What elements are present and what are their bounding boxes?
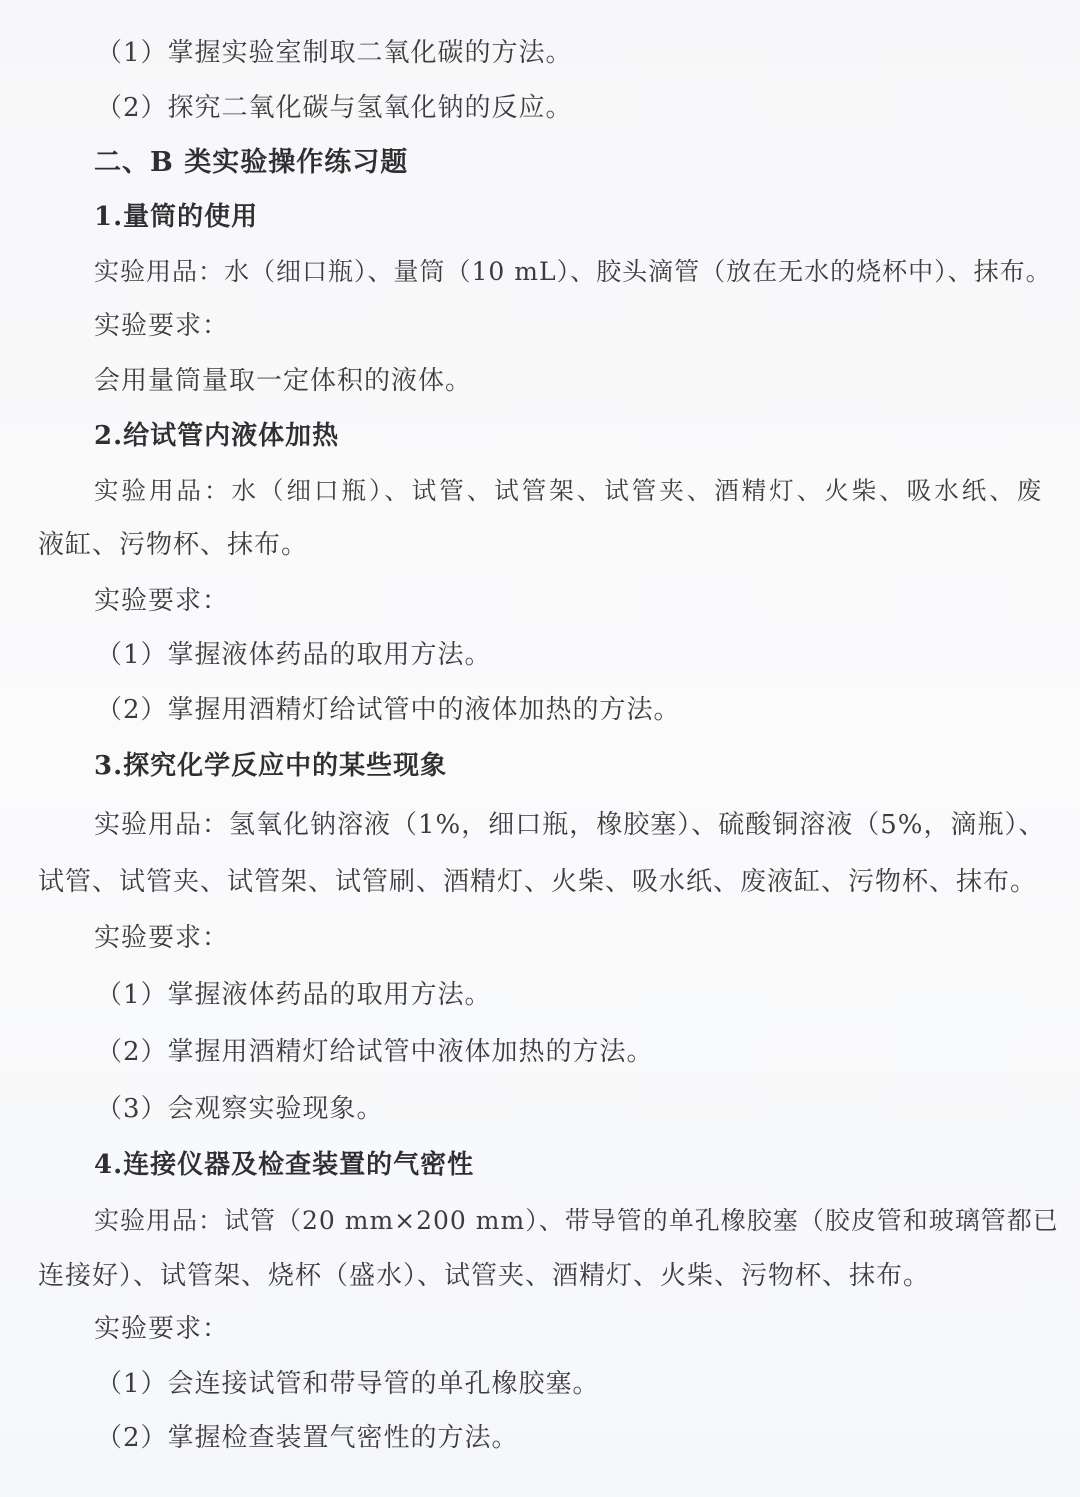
materials-line-continued: 连接好）、试管架、烧杯（盛水）、试管夹、酒精灯、火柴、污物杯、抹布。 — [38, 1261, 931, 1291]
section-heading: 二、B 类实验操作练习题 — [94, 147, 409, 178]
exercise-title: 1.量筒的使用 — [94, 202, 259, 232]
requirement-item: （1）掌握液体药品的取用方法。 — [96, 640, 492, 670]
exercise-title: 4.连接仪器及检查装置的气密性 — [94, 1150, 475, 1180]
requirement-item: （2）掌握用酒精灯给试管中液体加热的方法。 — [96, 1037, 654, 1067]
requirements-label: 实验要求： — [94, 586, 230, 616]
requirement-item: （2）探究二氧化碳与氢氧化钠的反应。 — [96, 93, 573, 123]
materials-line-continued: 液缸、污物杯、抹布。 — [38, 530, 309, 560]
requirement-item: （2）掌握用酒精灯给试管中的液体加热的方法。 — [96, 695, 681, 725]
materials-line: 实验用品：氢氧化钠溶液（1%，细口瓶，橡胶塞）、硫酸铜溶液（5%，滴瓶）、 — [94, 810, 1046, 840]
requirement-item: （2）掌握检查装置气密性的方法。 — [96, 1423, 519, 1453]
requirements-label: 实验要求： — [94, 923, 230, 953]
materials-line: 实验用品：水（细口瓶）、量筒（10 mL）、胶头滴管（放在无水的烧杯中）、抹布。 — [94, 257, 1052, 286]
requirements-label: 实验要求： — [94, 1314, 230, 1344]
materials-line-continued: 试管、试管夹、试管架、试管刷、酒精灯、火柴、吸水纸、废液缸、污物杯、抹布。 — [38, 867, 1038, 897]
requirement-item: （1）会连接试管和带导管的单孔橡胶塞。 — [96, 1369, 600, 1399]
materials-line: 实验用品：水（细口瓶）、试管、试管架、试管夹、酒精灯、火柴、吸水纸、废 — [94, 476, 1045, 505]
exercise-title: 3.探究化学反应中的某些现象 — [94, 751, 448, 781]
requirement-item: （1）掌握实验室制取二氧化碳的方法。 — [96, 38, 573, 68]
requirement-text: 会用量筒量取一定体积的液体。 — [94, 366, 473, 396]
requirement-item: （3）会观察实验现象。 — [96, 1094, 384, 1124]
requirement-item: （1）掌握液体药品的取用方法。 — [96, 980, 492, 1010]
requirements-label: 实验要求： — [94, 311, 230, 341]
materials-line: 实验用品：试管（20 mm×200 mm）、带导管的单孔橡胶塞（胶皮管和玻璃管都已 — [94, 1206, 1059, 1235]
exercise-title: 2.给试管内液体加热 — [94, 421, 340, 451]
